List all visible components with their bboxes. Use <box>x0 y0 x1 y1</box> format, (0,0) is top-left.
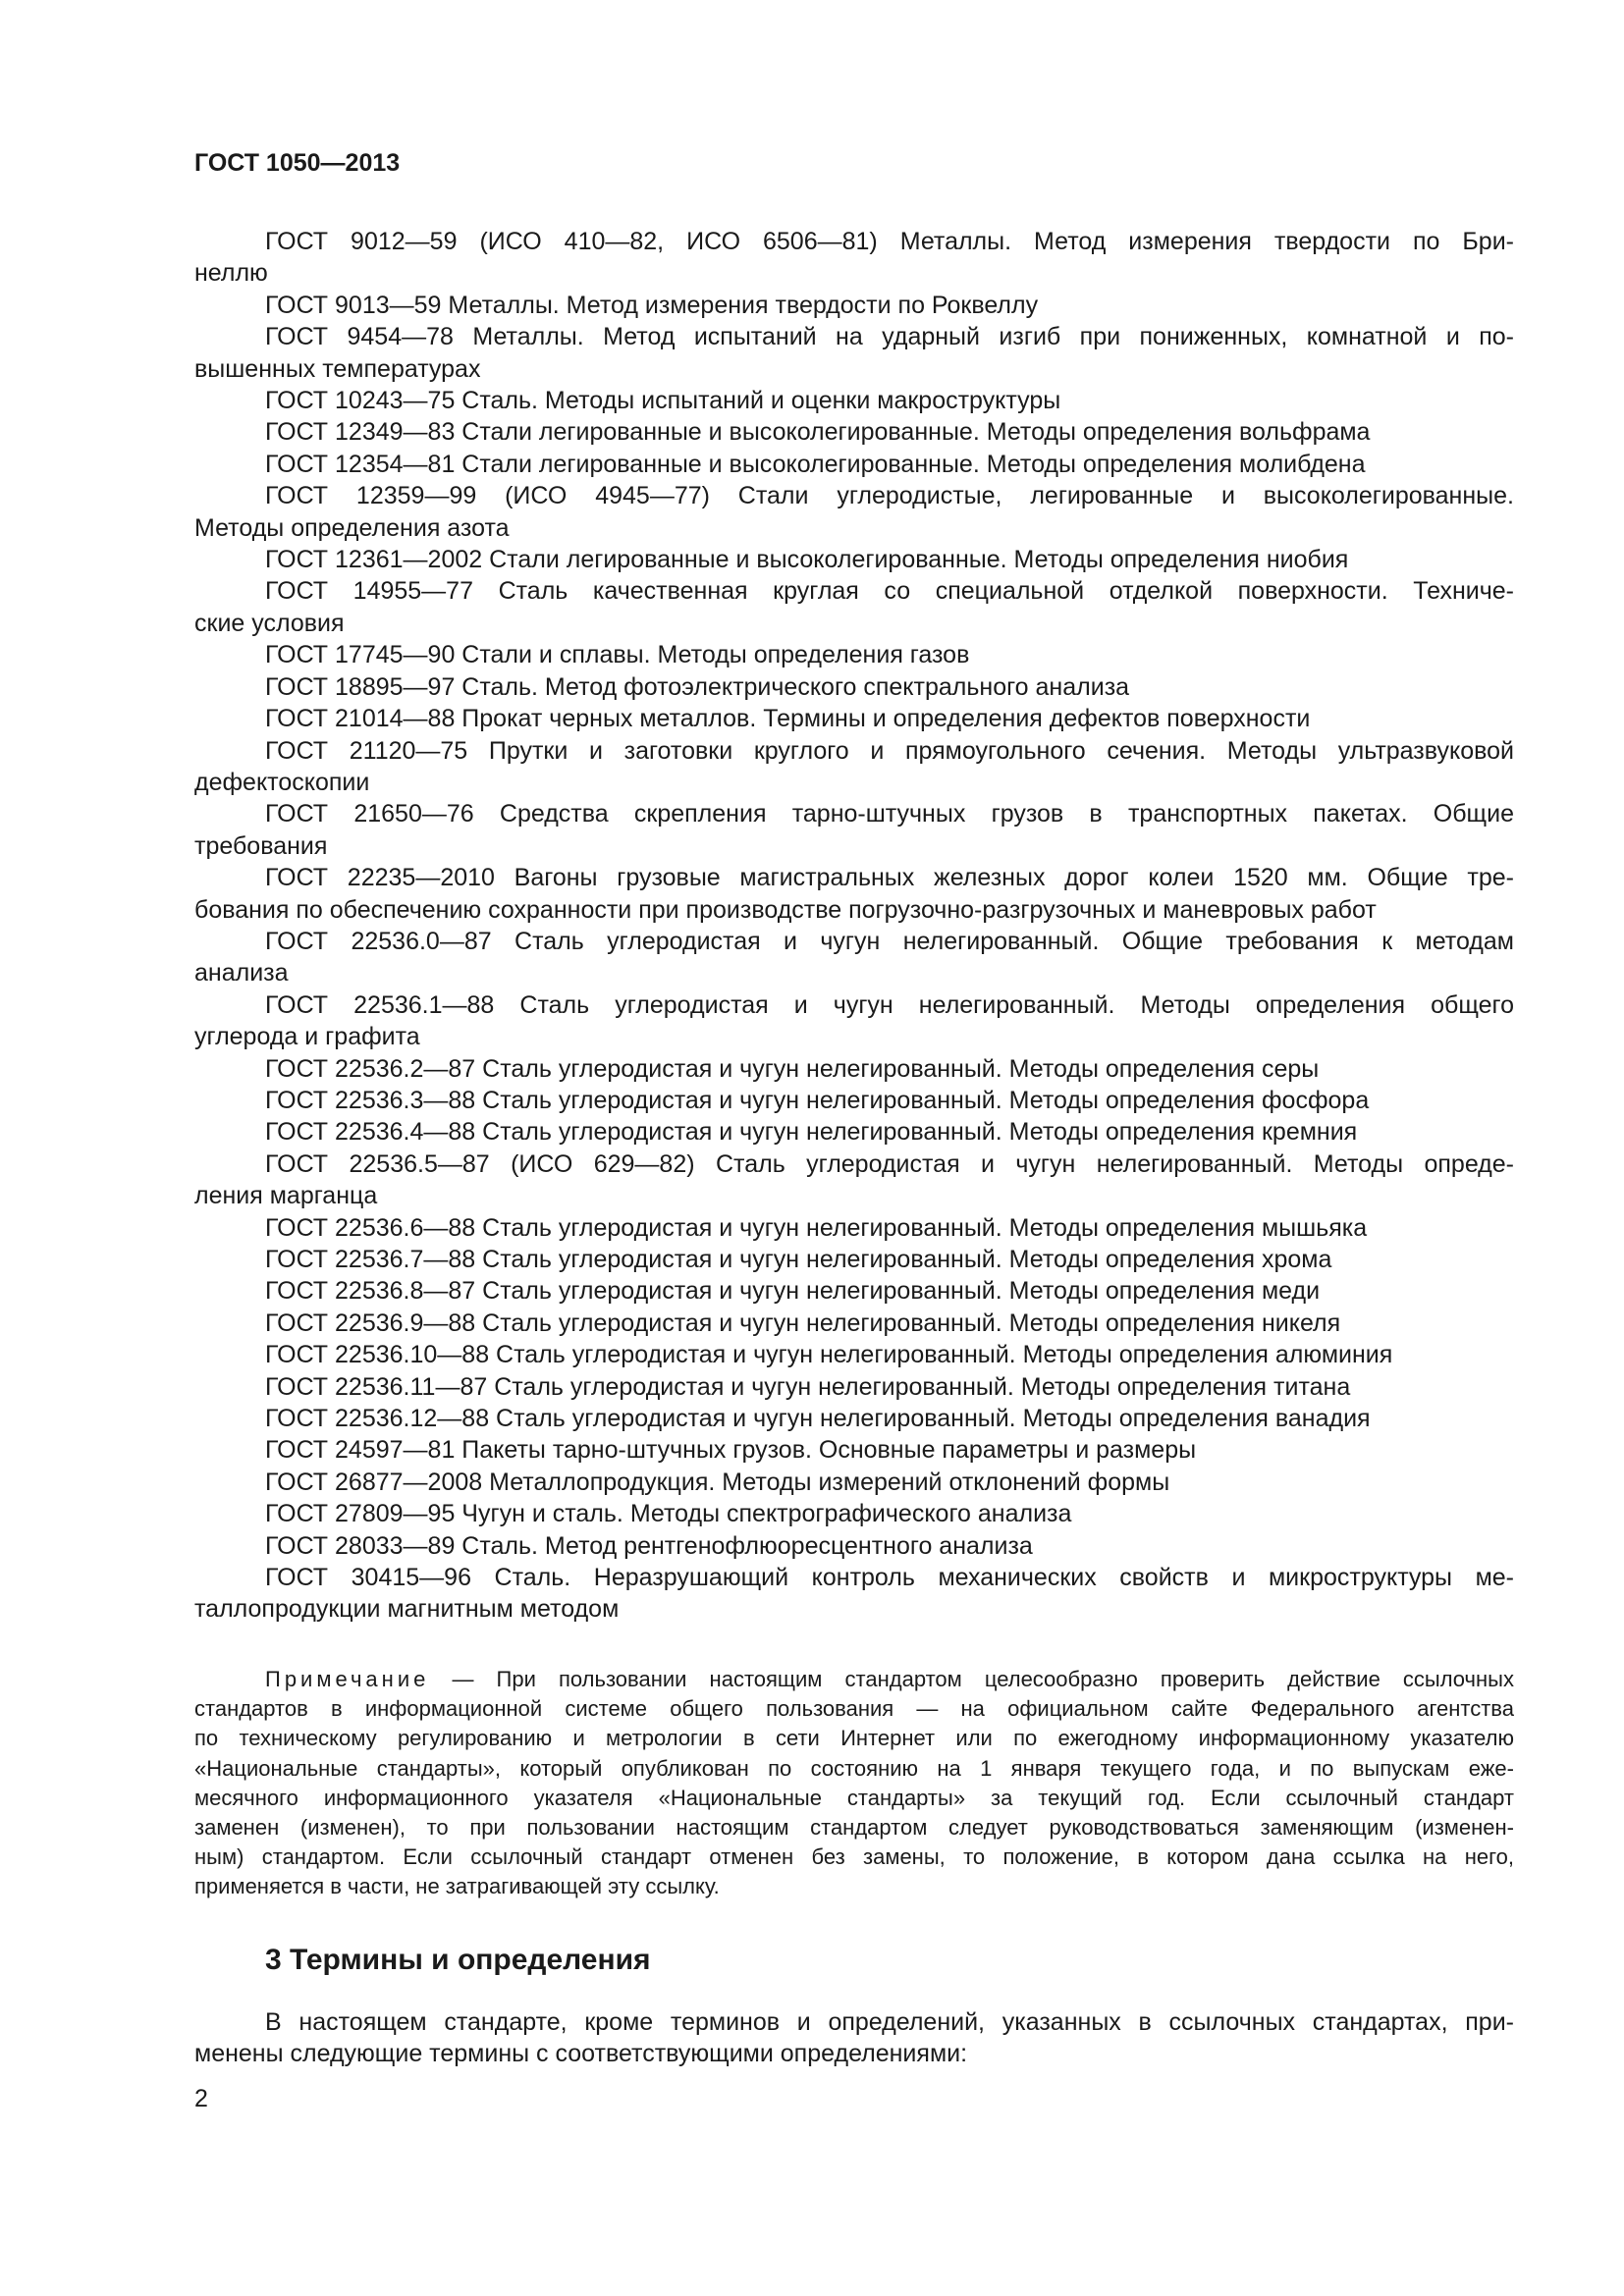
reference-item <box>194 226 1514 290</box>
text-line: ГОСТ 24597—81 Пакеты тарно-штучных грузов. Основные параметры и размеры <box>265 1436 1197 1465</box>
text-line: ГОСТ 22536.5—87 (ИСО 629—82) Сталь углеродистая и чугун нелегированный. Методы опреде- <box>265 1149 1514 1178</box>
page-number: 2 <box>194 2085 208 2112</box>
text-line: ГОСТ 30415—96 Сталь. Неразрушающий контроль механических свойств и микроструктуры ме- <box>265 1564 1514 1592</box>
text-line: ГОСТ 22536.0—87 Сталь углеродистая и чугун нелегированный. Общие требования к методам <box>265 927 1514 955</box>
normative-references-list <box>194 226 1514 1626</box>
text-line: неллю <box>194 259 268 288</box>
reference-item <box>194 671 1514 703</box>
text-line: заменен (изменен), то при пользовании настоящим стандартом следует руководствоваться заменяющим (изменен- <box>194 1815 1514 1841</box>
reference-item <box>194 1530 1514 1562</box>
text-line: ГОСТ 21120—75 Прутки и заготовки круглого и прямоугольного сечения. Методы ультразвуковой <box>265 736 1514 765</box>
text-line: анализа <box>194 959 289 988</box>
reference-item <box>194 321 1514 385</box>
reference-item <box>194 989 1514 1053</box>
text-line: ГОСТ 22536.2—87 Сталь углеродистая и чугун нелегированный. Методы определения серы <box>265 1054 1320 1083</box>
reference-item <box>194 926 1514 989</box>
note-paragraph <box>194 1665 1514 1902</box>
reference-item <box>194 575 1514 639</box>
note-text <box>194 1665 1514 1902</box>
text-line: ГОСТ 22536.12—88 Сталь углеродистая и чугун нелегированный. Методы определения ванадия <box>265 1405 1371 1433</box>
reference-item <box>194 735 1514 799</box>
text-line: менены следующие термины с соответствующими определениями: <box>194 2040 968 2068</box>
text-line: по техническому регулированию и метрологии в сети Интернет или по ежегодному информационному указателю <box>194 1726 1514 1751</box>
text-line: ГОСТ 10243—75 Сталь. Методы испытаний и оценки макроструктуры <box>265 387 1061 415</box>
reference-item <box>194 1275 1514 1307</box>
reference-item <box>194 1562 1514 1626</box>
section-heading: 3 Термины и определения <box>265 1944 651 1976</box>
text-line: «Национальные стандарты», который опубликован по состоянию на 1 января текущего года, и по выпускам еже- <box>194 1755 1514 1781</box>
text-line: ГОСТ 21014—88 Прокат черных металлов. Термины и определения дефектов поверхности <box>265 705 1311 733</box>
text-line: ГОСТ 22536.11—87 Сталь углеродистая и чугун нелегированный. Методы определения титана <box>265 1372 1351 1401</box>
reference-item <box>194 290 1514 321</box>
reference-item <box>194 1498 1514 1529</box>
text-line: ГОСТ 12349—83 Стали легированные и высоколегированные. Методы определения вольфрама <box>265 418 1371 447</box>
text-line: месячного информационного указателя «Национальные стандарты» за текущий год. Если ссылочный стандарт <box>194 1785 1514 1810</box>
text-line: ГОСТ 12354—81 Стали легированные и высоколегированные. Методы определения молибдена <box>265 450 1366 478</box>
text-line: ГОСТ 9454—78 Металлы. Метод испытаний на ударный изгиб при пониженных, комнатной и по- <box>265 323 1514 351</box>
text-line: В настоящем стандарте, кроме терминов и определений, указанных в ссылочных стандартах, при- <box>265 2008 1514 2036</box>
text-line: стандартов в информационной системе общего пользования — на официальном сайте Федерального агентства <box>194 1696 1514 1722</box>
text-line: ГОСТ 26877—2008 Металлопродукция. Методы измерений отклонений формы <box>265 1468 1170 1496</box>
text-line: ГОСТ 22235—2010 Вагоны грузовые магистральных железных дорог колеи 1520 мм. Общие тре- <box>265 864 1514 892</box>
text-line: ГОСТ 22536.6—88 Сталь углеродистая и чугун нелегированный. Методы определения мышьяка <box>265 1213 1368 1242</box>
intro-paragraph <box>194 2006 1514 2070</box>
text-line: требования <box>194 831 328 860</box>
reference-item <box>194 1467 1514 1498</box>
text-line: ГОСТ 12359—99 (ИСО 4945—77) Стали углеродистые, легированные и высоколегированные. <box>265 482 1514 510</box>
text-line: ГОСТ 9012—59 (ИСО 410—82, ИСО 6506—81) Металлы. Метод измерения твердости по Бри- <box>265 228 1514 255</box>
note-label: Примечание <box>265 1667 430 1691</box>
reference-item <box>194 416 1514 448</box>
text-line: ГОСТ 17745—90 Стали и сплавы. Методы определения газов <box>265 641 970 669</box>
text-line: ным) стандартом. Если ссылочный стандарт отменен без замены, то положение, в котором дана ссылка на него, <box>194 1844 1514 1870</box>
reference-item <box>194 1148 1514 1212</box>
text-line: ГОСТ 9013—59 Металлы. Метод измерения твердости по Роквеллу <box>265 291 1039 319</box>
text-line: ления марганца <box>194 1182 378 1210</box>
text-line: ГОСТ 28033—89 Сталь. Метод рентгенофлюоресцентного анализа <box>265 1531 1033 1560</box>
reference-item <box>194 862 1514 926</box>
reference-item <box>194 1085 1514 1116</box>
reference-item <box>194 1212 1514 1244</box>
text-line: вышенных температурах <box>194 354 481 383</box>
text-line: ГОСТ 22536.9—88 Сталь углеродистая и чугун нелегированный. Методы определения никеля <box>265 1308 1341 1337</box>
text-line: дефектоскопии <box>194 768 370 796</box>
reference-item <box>194 544 1514 575</box>
reference-item <box>194 703 1514 734</box>
text-line: ГОСТ 22536.10—88 Сталь углеродистая и чугун нелегированный. Методы определения алюминия <box>265 1341 1393 1369</box>
document-header: ГОСТ 1050—2013 <box>194 149 401 177</box>
text-line: ГОСТ 22536.8—87 Сталь углеродистая и чугун нелегированный. Методы определения меди <box>265 1277 1321 1306</box>
intro-text <box>194 2006 1514 2070</box>
reference-item <box>194 1434 1514 1466</box>
text-line: углерода и графита <box>194 1023 420 1051</box>
text-line: бования по обеспечению сохранности при производстве погрузочно-разгрузочных и маневровых работ <box>194 895 1377 924</box>
text-line: ГОСТ 27809—95 Чугун и сталь. Методы спектрографического анализа <box>265 1500 1072 1528</box>
reference-item <box>194 1371 1514 1403</box>
text-line: таллопродукции магнитным методом <box>194 1595 620 1624</box>
text-line: ГОСТ 14955—77 Сталь качественная круглая со специальной отделкой поверхности. Техниче- <box>265 577 1514 606</box>
text-line: ГОСТ 18895—97 Сталь. Метод фотоэлектрического спектрального анализа <box>265 672 1130 701</box>
text-line: Примечание — При пользовании настоящим стандартом целесообразно проверить действие ссылочных <box>265 1667 1514 1691</box>
text-line: ГОСТ 22536.3—88 Сталь углеродистая и чугун нелегированный. Методы определения фосфора <box>265 1086 1370 1114</box>
reference-item <box>194 1116 1514 1148</box>
text-line: ГОСТ 21650—76 Средства скрепления тарно-штучных грузов в транспортных пакетах. Общие <box>265 800 1514 828</box>
text-line: применяется в части, не затрагивающей эту ссылку. <box>194 1874 720 1899</box>
text-line: ГОСТ 22536.1—88 Сталь углеродистая и чугун нелегированный. Методы определения общего <box>265 990 1514 1019</box>
text-line: ГОСТ 22536.7—88 Сталь углеродистая и чугун нелегированный. Методы определения хрома <box>265 1246 1332 1273</box>
text-line: ГОСТ 12361—2002 Стали легированные и высоколегированные. Методы определения ниобия <box>265 546 1349 574</box>
reference-item <box>194 1308 1514 1339</box>
text-line: Методы определения азота <box>194 513 510 542</box>
text-line: ские условия <box>194 609 345 637</box>
reference-item <box>194 798 1514 862</box>
reference-item <box>194 449 1514 480</box>
reference-item <box>194 1053 1514 1085</box>
reference-item <box>194 639 1514 670</box>
text-line: ГОСТ 22536.4—88 Сталь углеродистая и чугун нелегированный. Методы определения кремния <box>265 1118 1358 1147</box>
reference-item <box>194 1244 1514 1275</box>
reference-item <box>194 385 1514 416</box>
reference-item <box>194 1339 1514 1370</box>
reference-item <box>194 1403 1514 1434</box>
reference-item <box>194 480 1514 544</box>
